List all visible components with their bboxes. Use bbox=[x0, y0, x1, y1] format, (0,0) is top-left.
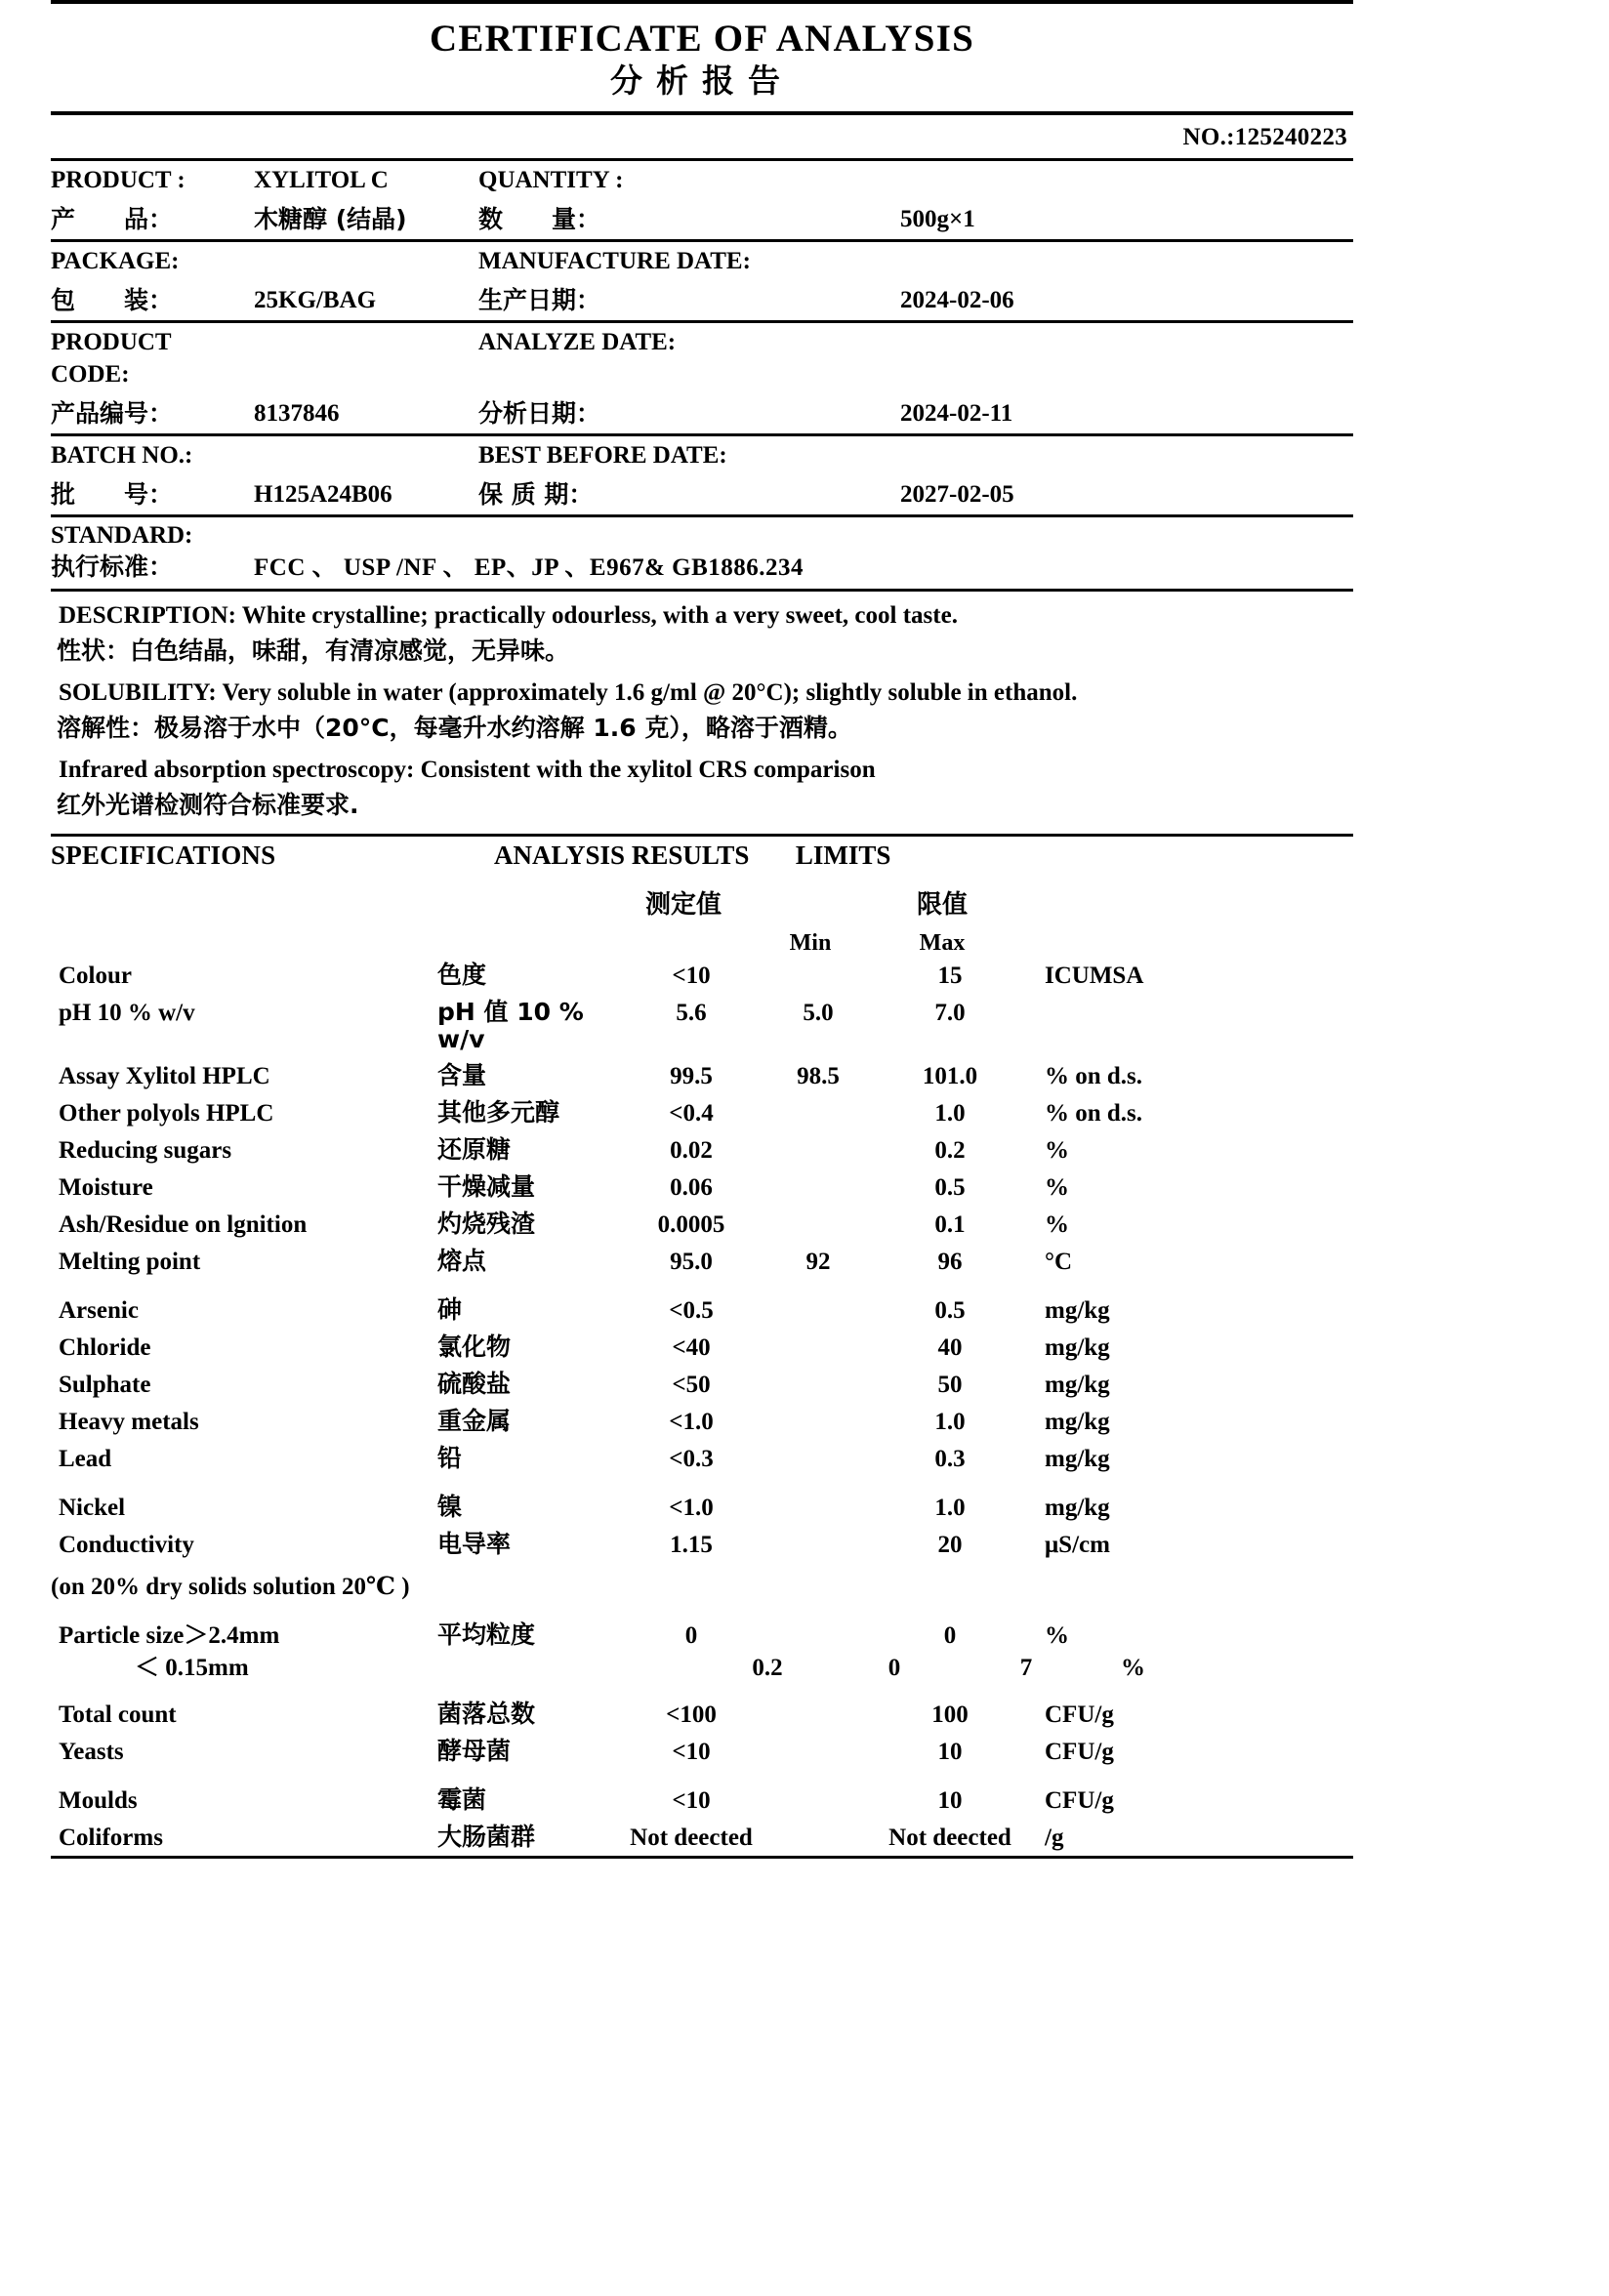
spec-result: <40 bbox=[672, 1333, 711, 1361]
info-right-value: 500g×1 bbox=[900, 205, 975, 232]
info-left-value-cn: 木糖醇 (结晶) bbox=[254, 204, 407, 233]
spec-max: 0.1 bbox=[934, 1210, 966, 1238]
spec-table-header bbox=[51, 837, 1353, 871]
spec-result: 99.5 bbox=[670, 1062, 713, 1089]
info-right-label-cn: 数 量： bbox=[478, 204, 601, 233]
info-left-label-en: PRODUCT : bbox=[51, 166, 186, 193]
spec-unit: mg/kg bbox=[1045, 1494, 1110, 1521]
spec-name-cn: 熔点 bbox=[437, 1246, 487, 1275]
spec-result: <0.3 bbox=[669, 1445, 714, 1472]
spec-unit: % bbox=[1045, 1621, 1069, 1649]
spec-name-en: Colour bbox=[59, 962, 132, 989]
spec-header-analysis-results: ANALYSIS RESULTS bbox=[494, 840, 750, 870]
spec-unit: mg/kg bbox=[1045, 1371, 1110, 1398]
spec-name-en: Coliforms bbox=[59, 1824, 163, 1851]
spec-name-en: pH 10 % w/v bbox=[59, 999, 195, 1026]
spec-result: Not deected bbox=[630, 1824, 753, 1851]
spec-max: 1.0 bbox=[934, 1494, 966, 1521]
info-left-label-cn: 产品编号： bbox=[51, 398, 174, 428]
description-en: DESCRIPTION: White crystalline; practically odourless, with a very sweet, cool taste. bbox=[59, 601, 958, 629]
info-row-en bbox=[51, 242, 1353, 281]
info-table bbox=[51, 161, 1353, 517]
spec-name-en: Total count bbox=[59, 1701, 177, 1728]
spec-row bbox=[51, 1684, 1353, 1733]
spec-max: 10 bbox=[937, 1738, 963, 1765]
spec-unit: mg/kg bbox=[1045, 1296, 1110, 1324]
spec-result: 95.0 bbox=[670, 1248, 713, 1275]
infrared-en: Infrared absorption spectroscopy: Consistent with the xylitol CRS comparison bbox=[59, 756, 876, 783]
spec-table-body bbox=[51, 957, 1353, 1856]
standard-label-en: STANDARD: bbox=[51, 521, 193, 549]
spec-row bbox=[51, 1366, 1353, 1403]
spec-min: 5.0 bbox=[803, 999, 834, 1026]
spec-result: <50 bbox=[672, 1371, 711, 1398]
spec-name-cn: 平均粒度 bbox=[437, 1620, 536, 1649]
spec-name-cn: pH 值 10 % w/v bbox=[437, 997, 584, 1053]
spec-row bbox=[51, 1329, 1353, 1366]
info-left-value-cn: 25KG/BAG bbox=[254, 286, 377, 313]
spec-name-cn: 其他多元醇 bbox=[437, 1097, 560, 1127]
spec-unit: % on d.s. bbox=[1045, 1099, 1143, 1127]
spec-unit: % bbox=[1121, 1654, 1145, 1681]
spec-max: 0.3 bbox=[934, 1445, 966, 1472]
spec-row bbox=[51, 1131, 1353, 1168]
spec-unit: % bbox=[1045, 1173, 1069, 1201]
spec-row bbox=[51, 1770, 1353, 1819]
spec-result: 0.0005 bbox=[657, 1210, 725, 1238]
spec-name-cn: 大肠菌群 bbox=[437, 1822, 536, 1851]
spec-name-en: Moisture bbox=[59, 1173, 153, 1201]
spec-result: <1.0 bbox=[669, 1408, 714, 1435]
spec-max: 20 bbox=[937, 1531, 963, 1558]
spec-name-cn: 灼烧残渣 bbox=[437, 1209, 536, 1238]
rule-bottom bbox=[51, 1856, 1353, 1859]
spec-max: 100 bbox=[931, 1701, 969, 1728]
spec-name-en: Conductivity bbox=[59, 1531, 194, 1558]
spec-unit: CFU/g bbox=[1045, 1786, 1114, 1814]
spec-name-cn: 硫酸盐 bbox=[437, 1369, 512, 1398]
info-left-label-en: PRODUCT CODE: bbox=[51, 328, 172, 388]
info-right-label-en: MANUFACTURE DATE: bbox=[478, 247, 751, 274]
spec-name-en: Chloride bbox=[59, 1333, 151, 1361]
spec-row bbox=[51, 1477, 1353, 1526]
spec-name-cn: 重金属 bbox=[437, 1406, 512, 1435]
spec-max: 96 bbox=[937, 1248, 963, 1275]
spec-unit: % bbox=[1045, 1136, 1069, 1164]
info-left-value-en: XYLITOL C bbox=[254, 166, 389, 193]
spec-name-en: Lead bbox=[59, 1445, 112, 1472]
standard-row bbox=[51, 517, 1353, 589]
info-right-label-cn: 生产日期： bbox=[478, 285, 601, 314]
info-row bbox=[51, 436, 1353, 514]
spec-name-cn: 色度 bbox=[437, 960, 487, 989]
spec-max: 7 bbox=[1019, 1654, 1033, 1681]
info-row-en bbox=[51, 161, 1353, 200]
spec-min: 0 bbox=[887, 1654, 901, 1681]
info-row-cn bbox=[51, 475, 1353, 514]
spec-unit: CFU/g bbox=[1045, 1738, 1114, 1765]
spec-result: <0.5 bbox=[669, 1296, 714, 1324]
spec-name-en: Moulds bbox=[59, 1786, 138, 1814]
info-right-label-en: ANALYZE DATE: bbox=[478, 328, 677, 355]
spec-unit: mg/kg bbox=[1045, 1445, 1110, 1472]
spec-result: 0.06 bbox=[670, 1173, 713, 1201]
info-left-value-cn: H125A24B06 bbox=[254, 480, 392, 508]
info-row-cn bbox=[51, 200, 1353, 239]
spec-name-en: Nickel bbox=[59, 1494, 126, 1521]
spec-result: <10 bbox=[672, 1786, 711, 1814]
spec-name-en: Assay Xylitol HPLC bbox=[59, 1062, 270, 1089]
spec-max: 0.5 bbox=[934, 1296, 966, 1324]
info-left-label-cn: 批 号： bbox=[51, 479, 174, 509]
solubility-cn: 溶解性：极易溶于水中（20°C，每毫升水约溶解 1.6 克），略溶于酒精。 bbox=[57, 714, 852, 743]
spec-unit: % bbox=[1045, 1210, 1069, 1238]
info-right-value: 2024-02-11 bbox=[900, 399, 1013, 427]
spec-unit: /g bbox=[1045, 1824, 1064, 1851]
spec-result: 0 bbox=[684, 1621, 698, 1649]
spec-max: 40 bbox=[937, 1333, 963, 1361]
info-row-en bbox=[51, 436, 1353, 475]
info-left-label-cn: 包 装： bbox=[51, 285, 174, 314]
spec-subheader-minmax bbox=[51, 921, 1353, 957]
spec-header-specifications: SPECIFICATIONS bbox=[51, 840, 276, 870]
spec-unit: ICUMSA bbox=[1045, 962, 1144, 989]
spec-row bbox=[51, 1654, 1353, 1684]
page-title-cn: 分析报告 bbox=[610, 61, 794, 100]
info-left-label-en: PACKAGE: bbox=[51, 247, 180, 274]
info-row-en bbox=[51, 323, 1353, 394]
spec-name-cn: 铅 bbox=[437, 1443, 463, 1472]
spec-row bbox=[51, 1243, 1353, 1280]
spec-subheader-cn bbox=[51, 871, 1353, 921]
info-right-value: 2027-02-05 bbox=[900, 480, 1014, 508]
info-row bbox=[51, 323, 1353, 433]
spec-row bbox=[51, 1440, 1353, 1477]
spec-max: 0.2 bbox=[934, 1136, 966, 1164]
infrared-cn: 红外光谱检测符合标准要求. bbox=[57, 791, 359, 820]
spec-name-cn: 镍 bbox=[437, 1492, 463, 1521]
spec-subheader-min: Min bbox=[789, 929, 832, 956]
spec-name-en: Melting point bbox=[59, 1248, 201, 1275]
spec-subheader-results-cn: 测定值 bbox=[644, 889, 722, 920]
spec-name-cn: 菌落总数 bbox=[437, 1699, 536, 1728]
standard-value: FCC 、 USP /NF 、 EP、JP 、E967& GB1886.234 bbox=[254, 554, 804, 582]
spec-row bbox=[51, 1403, 1353, 1440]
spec-name-cn: 电导率 bbox=[437, 1529, 512, 1558]
spec-row bbox=[51, 1605, 1353, 1654]
spec-row bbox=[51, 1206, 1353, 1243]
info-row-cn bbox=[51, 281, 1353, 320]
spec-subheader-max: Max bbox=[919, 929, 966, 956]
spec-max: 50 bbox=[937, 1371, 963, 1398]
info-right-label-en: QUANTITY : bbox=[478, 166, 624, 193]
spec-name-en: Other polyols HPLC bbox=[59, 1099, 274, 1127]
spec-max: 101.0 bbox=[922, 1062, 978, 1089]
spec-name-cn: 霉菌 bbox=[437, 1784, 487, 1814]
certificate-content bbox=[51, 0, 1353, 1859]
spec-row bbox=[51, 957, 1353, 994]
rule-top bbox=[51, 0, 1353, 4]
info-right-label-en: BEST BEFORE DATE: bbox=[478, 441, 727, 469]
spec-result: 0.02 bbox=[670, 1136, 713, 1164]
spec-name-en: ＜ 0.15mm bbox=[135, 1654, 249, 1681]
title-block bbox=[51, 18, 1353, 100]
spec-result: 1.15 bbox=[670, 1531, 713, 1558]
spec-result: <10 bbox=[672, 1738, 711, 1765]
spec-name-cn: 氯化物 bbox=[437, 1332, 512, 1361]
spec-name-cn: 含量 bbox=[437, 1060, 487, 1089]
spec-result: <0.4 bbox=[669, 1099, 714, 1127]
spec-min: 92 bbox=[805, 1248, 831, 1275]
solubility-en: SOLUBILITY: Very soluble in water (approximately 1.6 g/ml @ 20°C); slightly soluble in ethanol. bbox=[59, 678, 1078, 706]
spec-row bbox=[51, 994, 1353, 1057]
spec-result: <1.0 bbox=[669, 1494, 714, 1521]
spec-name-en: Sulphate bbox=[59, 1371, 151, 1398]
spec-name-cn: 干燥减量 bbox=[437, 1171, 536, 1201]
description-block bbox=[51, 592, 1353, 834]
spec-max: 7.0 bbox=[934, 999, 966, 1026]
spec-result: 0.2 bbox=[752, 1654, 783, 1681]
spec-name-en: Yeasts bbox=[59, 1738, 124, 1765]
spec-result: <10 bbox=[672, 962, 711, 989]
spec-note: (on 20% dry solids solution 20℃ ) bbox=[51, 1573, 410, 1600]
spec-unit: °C bbox=[1045, 1248, 1073, 1275]
spec-name-en: Heavy metals bbox=[59, 1408, 199, 1435]
spec-row bbox=[51, 1280, 1353, 1329]
spec-row bbox=[51, 1057, 1353, 1094]
spec-unit: μS/cm bbox=[1045, 1531, 1110, 1558]
spec-name-cn: 酵母菌 bbox=[437, 1736, 512, 1765]
page-title: CERTIFICATE OF ANALYSIS bbox=[430, 18, 974, 60]
spec-max: 10 bbox=[937, 1786, 963, 1814]
info-left-value-cn: 8137846 bbox=[254, 399, 340, 427]
spec-unit: % on d.s. bbox=[1045, 1062, 1143, 1089]
spec-unit: mg/kg bbox=[1045, 1333, 1110, 1361]
spec-result: <100 bbox=[666, 1701, 717, 1728]
spec-unit: CFU/g bbox=[1045, 1701, 1114, 1728]
spec-row bbox=[51, 1733, 1353, 1770]
certificate-number: NO.:125240223 bbox=[1182, 123, 1347, 150]
info-left-label-en: BATCH NO.: bbox=[51, 441, 193, 469]
spec-name-en: Arsenic bbox=[59, 1296, 139, 1324]
info-left-label-cn: 产 品： bbox=[51, 204, 174, 233]
spec-name-en: Particle size＞2.4mm bbox=[59, 1621, 280, 1649]
spec-subheader-limits-cn: 限值 bbox=[916, 889, 968, 920]
info-right-value: 2024-02-06 bbox=[900, 286, 1014, 313]
info-right-label-cn: 保 质 期： bbox=[478, 479, 594, 509]
spec-name-en: Reducing sugars bbox=[59, 1136, 232, 1164]
spec-row bbox=[51, 1526, 1353, 1563]
spec-max: 0.5 bbox=[934, 1173, 966, 1201]
spec-unit: mg/kg bbox=[1045, 1408, 1110, 1435]
info-row bbox=[51, 242, 1353, 320]
spec-max: 15 bbox=[937, 962, 963, 989]
spec-row bbox=[51, 1094, 1353, 1131]
spec-name-cn: 还原糖 bbox=[437, 1134, 512, 1164]
spec-min: 98.5 bbox=[797, 1062, 840, 1089]
info-row-cn bbox=[51, 394, 1353, 433]
spec-max: 0 bbox=[943, 1621, 957, 1649]
spec-max: 1.0 bbox=[934, 1408, 966, 1435]
spec-name-en: Ash/Residue on lgnition bbox=[59, 1210, 308, 1238]
spec-row bbox=[51, 1168, 1353, 1206]
spec-max: Not deected bbox=[888, 1824, 1011, 1851]
spec-row bbox=[51, 1819, 1353, 1856]
spec-max: 1.0 bbox=[934, 1099, 966, 1127]
description-cn: 性状：白色结晶，味甜，有清凉感觉，无异味。 bbox=[57, 636, 570, 666]
spec-result: 5.6 bbox=[676, 999, 707, 1026]
standard-label-cn: 执行标准： bbox=[51, 553, 174, 582]
spec-header-limits: LIMITS bbox=[795, 840, 891, 870]
spec-name-cn: 砷 bbox=[437, 1294, 463, 1324]
info-row bbox=[51, 161, 1353, 239]
info-right-label-cn: 分析日期： bbox=[478, 398, 601, 428]
